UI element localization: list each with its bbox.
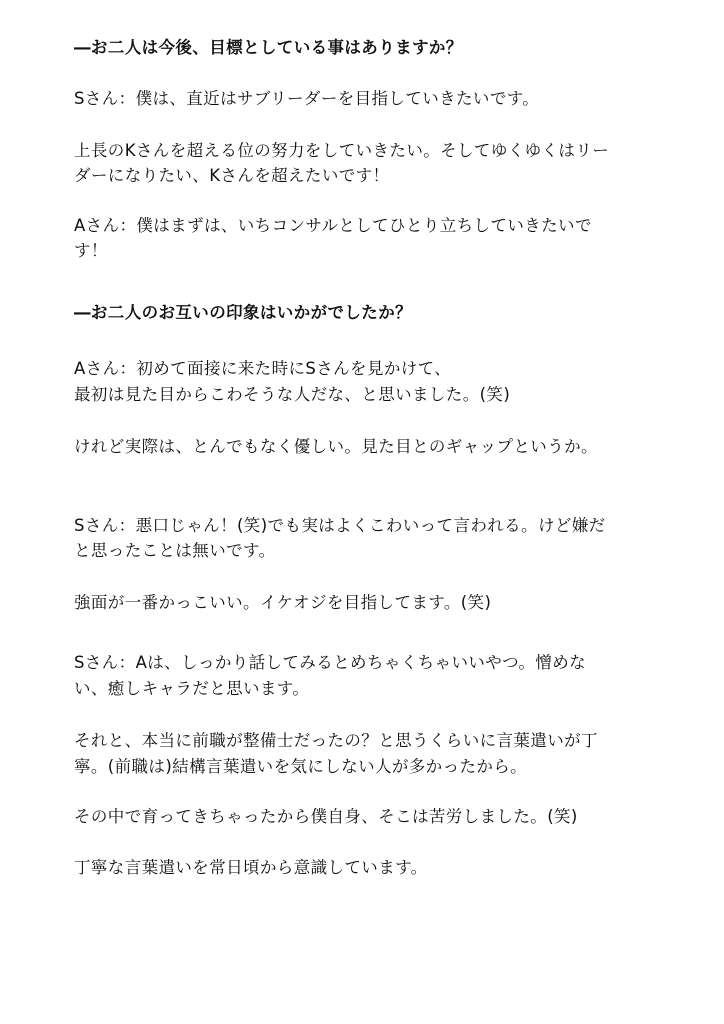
text-line: い、癒しキャラだと思います。 bbox=[74, 679, 310, 698]
text-line: Aさん：僕はまずは、いちコンサルとしてひとり立ちしていきたいで bbox=[74, 216, 592, 235]
text-line: Aさん：初めて面接に来た時にSさんを見かけて、 bbox=[74, 359, 452, 378]
text-line: 寧。(前職は)結構言葉遣いを気にしない人が多かったから。 bbox=[74, 757, 528, 776]
text-line: 丁寧な言葉遣いを常日頃から意識しています。 bbox=[74, 858, 428, 877]
text-line: 最初は見た目からこわそうな人だな、と思いました。(笑) bbox=[74, 385, 511, 404]
text-line: Sさん：悪口じゃん！(笑)でも実はよくこわいって言われる。けど嫌だ bbox=[74, 516, 606, 535]
question-heading-goals: ―お二人は今後、目標としている事はありますか？ bbox=[74, 38, 463, 57]
text-line: と思ったことは無いです。 bbox=[74, 541, 276, 560]
question-heading-impressions: ―お二人のお互いの印象はいかがでしたか？ bbox=[74, 303, 412, 322]
text-line: その中で育ってきちゃったから僕自身、そこは苦労しました。(笑) bbox=[74, 807, 578, 826]
text-line: 上長のKさんを超える位の努力をしていきたい。そしてゆくゆくはリー bbox=[74, 141, 610, 160]
text-line: Sさん：僕は、直近はサブリーダーを目指していきたいです。 bbox=[74, 89, 540, 108]
text-line: けれど実際は、とんでもなく優しい。見た目とのギャップというか。 bbox=[74, 437, 598, 456]
text-line: それと、本当に前職が整備士だったの？と思うくらいに言葉遣いが丁 bbox=[74, 731, 598, 750]
text-line: ダーになりたい、Kさんを超えたいです！ bbox=[74, 166, 390, 185]
text-line: す！ bbox=[74, 241, 108, 260]
text-line: 強面が一番かっこいい。イケオジを目指してます。(笑) bbox=[74, 593, 492, 612]
text-line: Sさん：Aは、しっかり話してみるとめちゃくちゃいいやつ。憎めな bbox=[74, 653, 587, 672]
